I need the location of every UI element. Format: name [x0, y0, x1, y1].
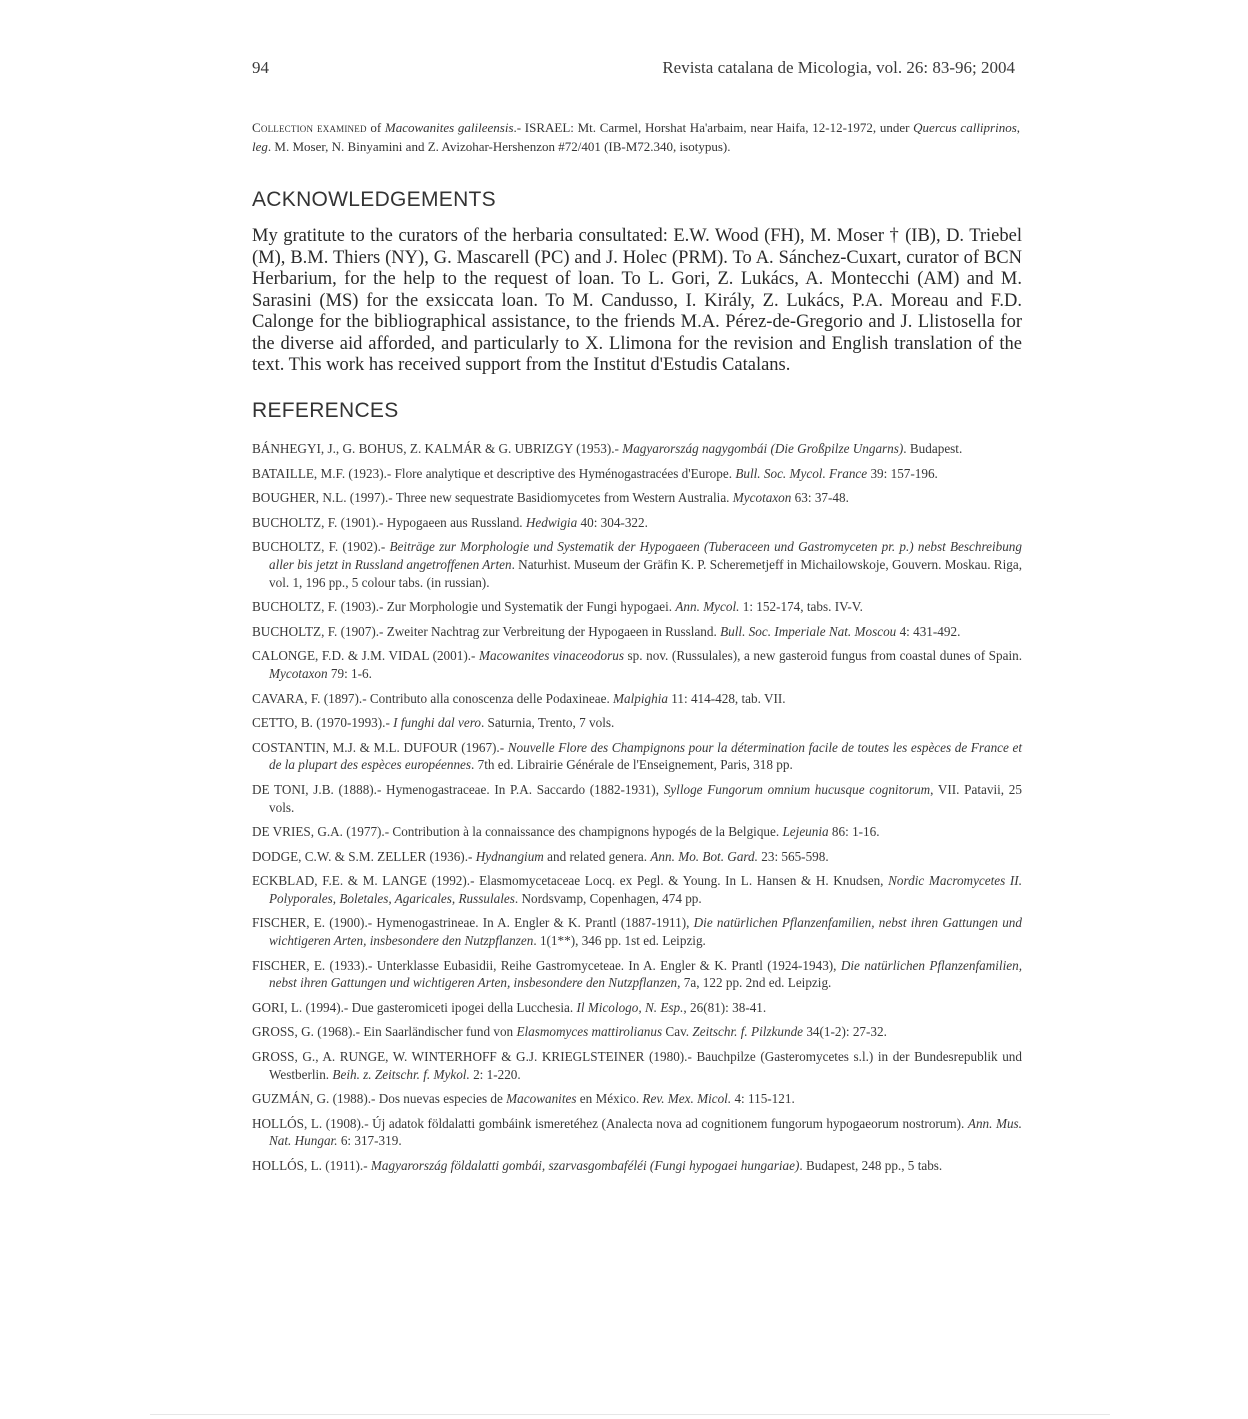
reference-text: sp. nov. (Russulales), a new gasteroid fungus from coastal dunes of Spain. [623, 648, 1022, 664]
reference-entry [252, 781, 1022, 816]
acknowledgements-text: My gratitute to the curators of the herbaria consultated: E.W. Wood (FH), M. Moser † (IB), D. Triebel (M), B.M. Thiers (NY), G. Mascarell (PC) and J. Holec (PRM). To A. Sánchez-Cuxart, curator of BCN Herbarium, for the help to the request of loan. To L. Gori, Z. Lukács, A. Montecchi (AM) and M. Sarasini (MS) for the exsiccata loan. To M. Candusso, I. Király, Z. Lukács, P.A. Moreau and F.D. Calonge for the bibliographical assistance, to the friends M.A. Pérez-de-Gregorio and J. Llistosella for the diverse aid afforded, and particularly to X. Llimona for the revision and English translation of the text. This work has received support from the Institut d'Estudis Catalans. [252, 226, 1022, 375]
reference-text: and related genera. [543, 848, 651, 864]
reference-text: BUCHOLTZ, F. (1902).- [252, 539, 390, 555]
references-heading: REFERENCES [252, 399, 399, 422]
reference-entry [252, 872, 1022, 907]
reference-text: . Nordsvamp, Copenhagen, 474 pp. [514, 890, 702, 906]
reference-text: 63: 37-48. [791, 490, 849, 506]
reference-title: Beiträge zur Morphologie und Systematik der Hypogaeen (Tuberaceen und Gastromyceten pr. p.) nebst Beschreibung aller bis jetzt in Russland angetroffenen Arten [269, 539, 1022, 572]
reference-title: Sylloge Fungorum omnium hucusque cognitorum [663, 781, 931, 797]
reference-text: CETTO, B. (1970-1993).- [252, 715, 394, 731]
references-list [252, 440, 1022, 1182]
collection-text-2: . M. Moser, N. Binyamini and Z. Avizohar-Hershenzon #72/401 (IB-M72.340, isotypus). [267, 139, 731, 154]
reference-text: 86: 1-16. [828, 824, 880, 840]
reference-title: Bull. Soc. Mycol. France [735, 465, 868, 481]
reference-text: . Naturhist. Museum der Gräfin K. P. Scheremetjeff in Michailowskoje, Gouvern. Moskau. Riga, vol. 1, 196 pp., 5 colour tabs. (in russian). [269, 556, 1022, 590]
reference-text: . Budapest. [903, 441, 963, 456]
reference-text: GROSS, G. (1968).- Ein Saarländischer fund von [252, 1024, 517, 1040]
reference-entry [252, 623, 1022, 641]
reference-title: Macowanites [506, 1091, 577, 1107]
reference-title: Mycotaxon [269, 665, 328, 681]
reference-text: , 7a, 122 pp. 2nd ed. Leipzig. [677, 975, 832, 991]
reference-text: . Saturnia, Trento, 7 vols. [480, 715, 615, 731]
reference-title: Ann. Mus. Nat. Hungar. [269, 1115, 1022, 1149]
reference-text: COSTANTIN, M.J. & M.L. DUFOUR (1967).- [252, 739, 508, 755]
reference-entry [252, 440, 1022, 458]
reference-text: BOUGHER, N.L. (1997).- Three new sequestrate Basidiomycetes from Western Australia. [252, 490, 733, 506]
reference-title: Nordic Macromycetes II. Polyporales, Boletales, Agaricales, Russulales [269, 873, 1022, 906]
reference-entry [252, 739, 1022, 774]
collection-text-1: .- ISRAEL: Mt. Carmel, Horshat Ha'arbaim, near Haifa, 12-12-1972, under [513, 120, 914, 135]
reference-text: CAVARA, F. (1897).- Contributo alla conoscenza delle Podaxineae. [252, 690, 614, 706]
reference-entry [252, 914, 1022, 949]
reference-title: Die natürlichen Pflanzenfamilien, nebst ihren Gattungen und wichtigeren Arten, insbesondere den Nutzpflanzen [269, 957, 1022, 991]
reference-text: 39: 157-196. [867, 465, 938, 481]
reference-text: DODGE, C.W. & S.M. ZELLER (1936).- [252, 848, 476, 864]
reference-text: . 7th ed. Librairie Générale de l'Enseignement, Paris, 318 pp. [471, 757, 793, 773]
reference-text: , VII. Patavii, 25 vols. [269, 781, 1022, 815]
reference-text: DE VRIES, G.A. (1977).- Contribution à la connaissance des champignons hypogés de la Belgique. [252, 824, 783, 840]
reference-text: 2: 1-220. [469, 1066, 521, 1082]
reference-title: Malpighia [613, 690, 668, 706]
reference-entry [252, 848, 1022, 866]
collection-of: of [366, 120, 385, 135]
reference-text: ECKBLAD, F.E. & M. LANGE (1992).- Elasmomycetaceae Locq. ex Pegl. & Young. In L. Hansen & H. Knudsen, [252, 873, 889, 889]
reference-entry [252, 647, 1022, 682]
reference-title: Hydnangium [475, 848, 544, 864]
reference-title: Ann. Mo. Bot. Gard. [650, 848, 758, 864]
reference-title: Ann. Mycol. [675, 599, 740, 615]
reference-title: Bull. Soc. Imperiale Nat. Moscou [720, 623, 897, 639]
reference-entry [252, 514, 1022, 532]
reference-entry [252, 1157, 1022, 1175]
reference-text: BUCHOLTZ, F. (1901).- Hypogaeen aus Russland. [252, 514, 526, 530]
reference-title: Zeitschr. f. Pilzkunde [692, 1024, 804, 1040]
acknowledgements-heading: ACKNOWLEDGEMENTS [252, 188, 496, 211]
reference-text: GUZMÁN, G. (1988).- Dos nuevas especies de [252, 1091, 507, 1107]
reference-text: . Budapest, 248 pp., 5 tabs. [799, 1158, 943, 1173]
reference-title: Lejeunia [782, 824, 829, 840]
reference-text: en México. [576, 1091, 643, 1107]
reference-title: Magyarország nagygombái (Die Großpilze Ungarns) [622, 441, 904, 456]
collection-lead: Collection examined [252, 120, 367, 135]
reference-entry [252, 1115, 1022, 1150]
reference-title: Hedwigia [525, 514, 578, 530]
reference-entry [252, 489, 1022, 507]
reference-text: BATAILLE, M.F. (1923).- Flore analytique et descriptive des Hyménogastracées d'Europe. [252, 465, 736, 481]
reference-title: Elasmomyces mattirolianus [516, 1024, 663, 1040]
reference-text: 79: 1-6. [327, 665, 372, 681]
collection-taxon: Macowanites galileensis [384, 120, 514, 135]
reference-entry [252, 823, 1022, 841]
reference-title: Rev. Mex. Micol. [642, 1091, 732, 1107]
reference-text: GROSS, G., A. RUNGE, W. WINTERHOFF & G.J. KRIEGLSTEINER (1980).- Bauchpilze (Gasteromycetes s.l.) in der Bundesrepublik und Westberlin. [252, 1049, 1022, 1082]
reference-entry [252, 957, 1022, 992]
reference-title: Nouvelle Flore des Champignons pour la détermination facile de toutes les espèces de France et de la plupart des espèces européennes [269, 739, 1022, 773]
reference-title: Die natürlichen Pflanzenfamilien, nebst ihren Gattungen und wichtigeren Arten, insbesondere den Nutzpflanzen [269, 915, 1022, 949]
reference-text: 23: 565-598. [757, 848, 829, 864]
reference-text: FISCHER, E. (1900).- Hymenogastrineae. In A. Engler & K. Prantl (1887-1911), [252, 915, 694, 931]
journal-citation: Revista catalana de Micologia, vol. 26: 83-96; 2004 [662, 58, 1015, 77]
reference-entry [252, 1023, 1022, 1041]
reference-entry [252, 1048, 1022, 1083]
reference-entry [252, 1090, 1022, 1108]
reference-entry [252, 598, 1022, 616]
reference-entry [252, 714, 1022, 732]
reference-text: Cav. [662, 1024, 693, 1040]
collection-comma: , [1016, 120, 1021, 135]
reference-title: I funghi dal vero [393, 715, 481, 731]
collection-leg: leg [252, 139, 268, 154]
reference-text: , 26(81): 38-41. [683, 999, 767, 1015]
reference-title: Beih. z. Zeitschr. f. Mykol. [332, 1066, 470, 1082]
reference-title: Mycotaxon [732, 490, 792, 506]
reference-entry [252, 465, 1022, 483]
reference-title: Il Micologo, N. Esp. [576, 999, 684, 1015]
collection-host: Quercus calliprinos [913, 120, 1017, 135]
reference-text: BÁNHEGYI, J., G. BOHUS, Z. KALMÁR & G. UBRIZGY (1953).- [252, 441, 623, 456]
scan-edge-line [150, 1414, 1110, 1415]
reference-title: Magyarország földalatti gombái, szarvasgombaféléi (Fungi hypogaei hungariae) [370, 1158, 800, 1173]
reference-text: FISCHER, E. (1933).- Unterklasse Eubasidii, Reihe Gastromyceteae. In A. Engler & K. Prantl (1924-1943), [252, 957, 841, 973]
reference-text: GORI, L. (1994).- Due gasteromiceti ipogei della Lucchesia. [252, 999, 577, 1015]
reference-text: HOLLÓS, L. (1908).- Új adatok földalatti gombáink ismeretéhez (Analecta nova ad cognitionem fungorum hypogaeorum nostrorum). [252, 1115, 968, 1131]
reference-title: Macowanites vinaceodorus [479, 648, 624, 664]
reference-text: 1: 152-174, tabs. IV-V. [739, 599, 863, 615]
reference-text: BUCHOLTZ, F. (1903).- Zur Morphologie und Systematik der Fungi hypogaei. [252, 599, 676, 615]
reference-text: 11: 414-428, tab. VII. [668, 690, 786, 706]
reference-text: CALONGE, F.D. & J.M. VIDAL (2001).- [252, 648, 479, 664]
reference-entry [252, 690, 1022, 708]
reference-text: 34(1-2): 27-32. [803, 1024, 887, 1040]
reference-entry [252, 999, 1022, 1017]
reference-text: BUCHOLTZ, F. (1907).- Zweiter Nachtrag zur Verbreitung der Hypogaeen in Russland. [252, 623, 721, 639]
running-header [252, 58, 1015, 78]
reference-text: 40: 304-322. [577, 514, 648, 530]
reference-entry [252, 538, 1022, 591]
reference-text: HOLLÓS, L. (1911).- [252, 1158, 371, 1173]
reference-text: . 1(1**), 346 pp. 1st ed. Leipzig. [533, 933, 706, 949]
reference-text: 4: 431-492. [896, 623, 961, 639]
collection-examined [252, 118, 1020, 156]
reference-text: 4: 115-121. [731, 1091, 795, 1107]
page-number: 94 [252, 58, 269, 77]
reference-text: 6: 317-319. [337, 1133, 402, 1149]
reference-text: DE TONI, J.B. (1888).- Hymenogastraceae. In P.A. Saccardo (1882-1931), [252, 781, 664, 797]
